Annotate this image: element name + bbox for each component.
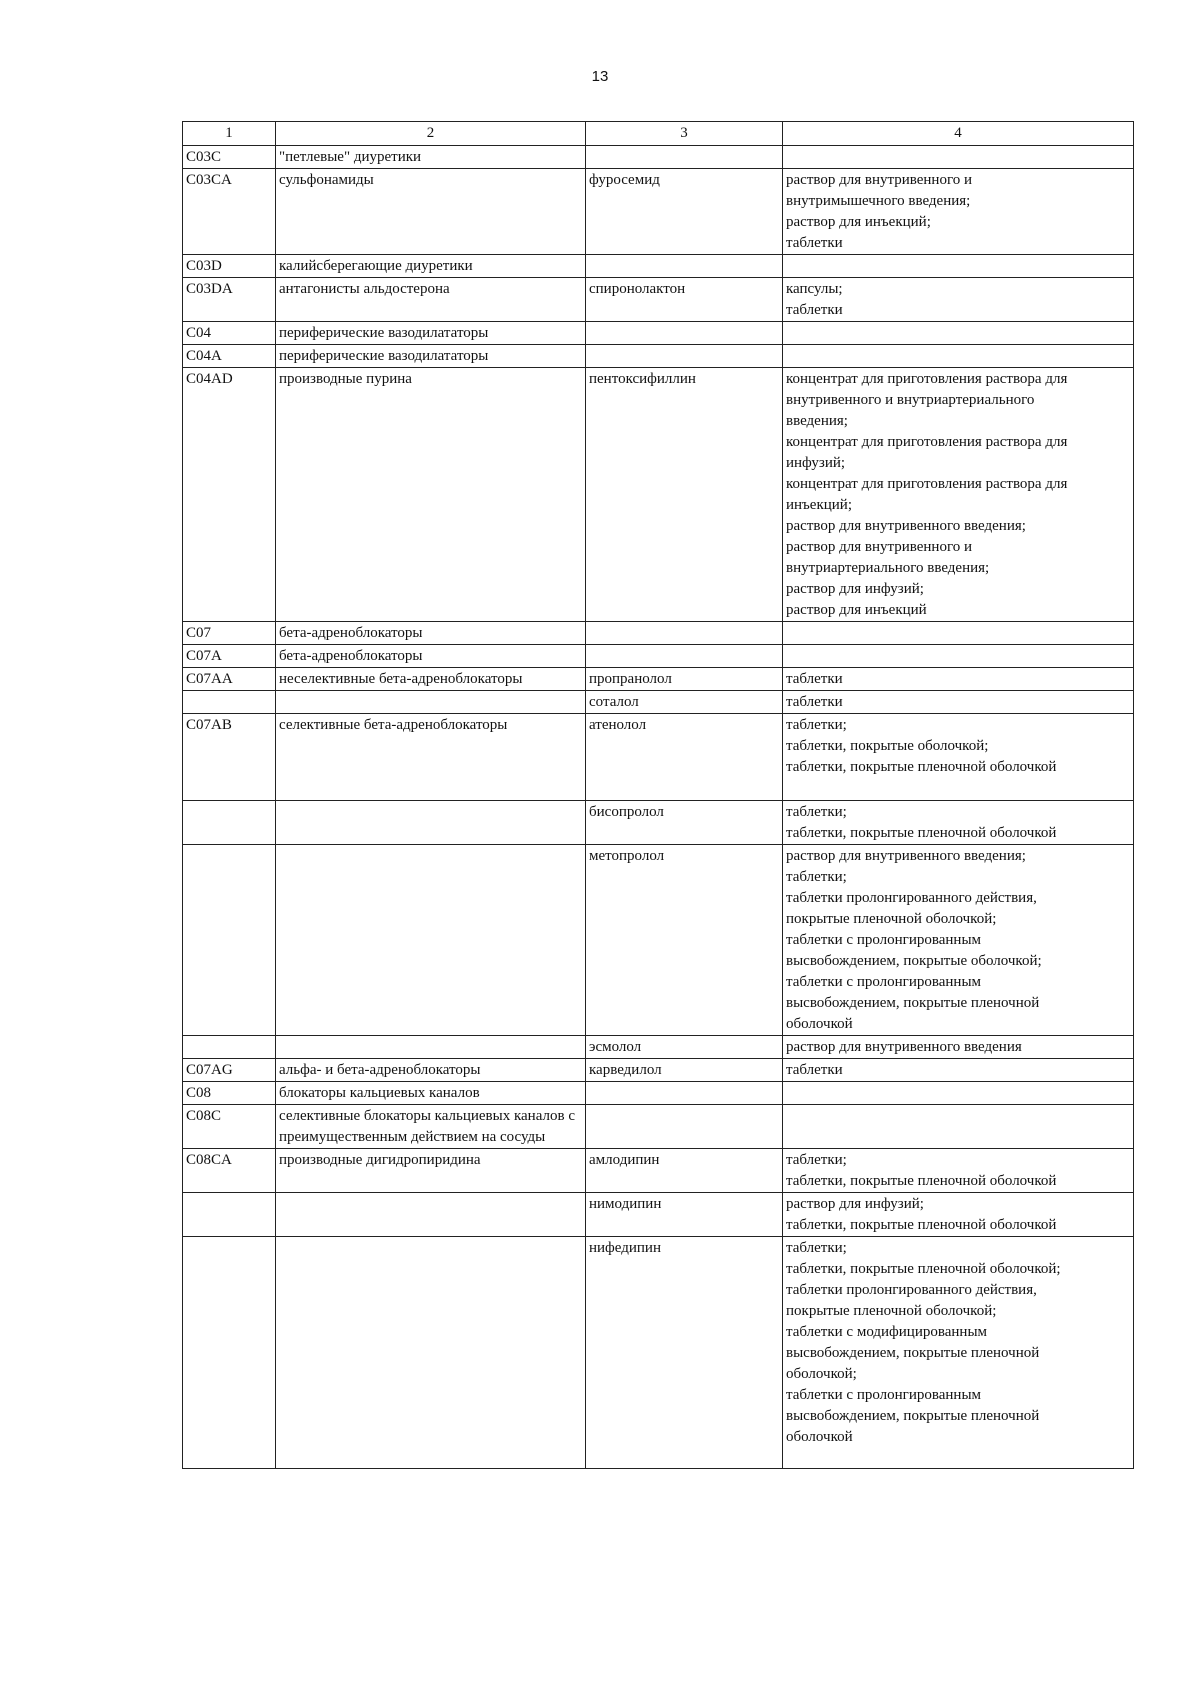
dosage-forms-cell — [783, 278, 1134, 322]
atc-code-cell: C03CA — [183, 169, 276, 255]
dosage-forms-cell — [783, 1149, 1134, 1193]
drug-name-cell: атенолол — [586, 714, 783, 801]
table-row — [183, 255, 1134, 278]
dosage-forms-cell — [783, 322, 1134, 345]
dosage-form-line: таблетки, покрытые оболочкой; — [786, 738, 989, 754]
dosage-form-line: концентрат для приготовления раствора для — [786, 434, 1068, 450]
drug-name-cell: соталол — [586, 691, 783, 714]
header-col-3: 3 — [586, 122, 783, 146]
dosage-form-line: введения; — [786, 413, 848, 429]
dosage-form-line: таблетки; — [786, 717, 847, 733]
atc-code-cell — [183, 845, 276, 1036]
dosage-form-line: таблетки, покрытые пленочной оболочкой — [786, 825, 1057, 841]
group-name-cell: блокаторы кальциевых каналов — [276, 1082, 586, 1105]
group-name-cell: производные пурина — [276, 368, 586, 622]
header-col-1: 1 — [183, 122, 276, 146]
group-name-cell: антагонисты альдостерона — [276, 278, 586, 322]
table-row — [183, 169, 1134, 255]
table-row — [183, 345, 1134, 368]
dosage-forms-cell — [783, 169, 1134, 255]
dosage-form-line: капсулы; — [786, 281, 843, 297]
table-row — [183, 622, 1134, 645]
group-name-cell — [276, 845, 586, 1036]
dosage-forms-cell — [783, 345, 1134, 368]
dosage-form-line: покрытые пленочной оболочкой; — [786, 1303, 997, 1319]
table-row — [183, 368, 1134, 622]
dosage-form-line: оболочкой — [786, 1429, 853, 1445]
table-row — [183, 1149, 1134, 1193]
drug-name-cell — [586, 1105, 783, 1149]
dosage-forms-cell — [783, 1059, 1134, 1082]
table-row — [183, 668, 1134, 691]
dosage-form-line: концентрат для приготовления раствора для — [786, 476, 1068, 492]
drug-name-cell: нимодипин — [586, 1193, 783, 1237]
group-name-cell: сульфонамиды — [276, 169, 586, 255]
dosage-form-line: таблетки — [786, 235, 843, 251]
dosage-form-line: покрытые пленочной оболочкой; — [786, 911, 997, 927]
dosage-form-line: таблетки пролонгированного действия, — [786, 1282, 1037, 1298]
dosage-forms-cell — [783, 1237, 1134, 1469]
dosage-form-line: таблетки — [786, 694, 843, 710]
atc-code-cell — [183, 1036, 276, 1059]
table-row — [183, 1082, 1134, 1105]
table-row — [183, 691, 1134, 714]
atc-code-cell: C07AA — [183, 668, 276, 691]
dosage-form-line: таблетки, покрытые пленочной оболочкой; — [786, 1261, 1061, 1277]
dosage-form-line: таблетки — [786, 302, 843, 318]
dosage-form-line: таблетки; — [786, 1152, 847, 1168]
dosage-form-line: таблетки — [786, 1062, 843, 1078]
dosage-form-line: высвобождением, покрытые пленочной — [786, 1408, 1040, 1424]
dosage-forms-cell — [783, 801, 1134, 845]
table-row — [183, 322, 1134, 345]
group-name-cell: периферические вазодилататоры — [276, 345, 586, 368]
drug-name-cell: фуросемид — [586, 169, 783, 255]
dosage-forms-cell — [783, 1193, 1134, 1237]
table-row — [183, 714, 1134, 801]
drug-table — [182, 121, 1134, 1469]
atc-code-cell: C07AB — [183, 714, 276, 801]
dosage-forms-cell — [783, 1036, 1134, 1059]
atc-code-cell: C08 — [183, 1082, 276, 1105]
dosage-form-line: таблетки пролонгированного действия, — [786, 890, 1037, 906]
dosage-form-line: раствор для внутривенного введения; — [786, 518, 1026, 534]
header-col-2: 2 — [276, 122, 586, 146]
dosage-form-line: высвобождением, покрытые оболочкой; — [786, 953, 1042, 969]
dosage-form-line: раствор для инфузий; — [786, 581, 924, 597]
group-name-cell — [276, 691, 586, 714]
group-name-cell: калийсберегающие диуретики — [276, 255, 586, 278]
table-header-row — [183, 122, 1134, 146]
atc-code-cell: C03C — [183, 146, 276, 169]
table-row — [183, 1237, 1134, 1469]
dosage-forms-cell — [783, 668, 1134, 691]
drug-name-cell: бисопролол — [586, 801, 783, 845]
drug-name-cell: нифедипин — [586, 1237, 783, 1469]
dosage-form-line: инфузий; — [786, 455, 846, 471]
drug-name-cell: амлодипин — [586, 1149, 783, 1193]
drug-name-cell: пропранолол — [586, 668, 783, 691]
dosage-form-line: внутриартериального введения; — [786, 560, 990, 576]
table-row — [183, 1193, 1134, 1237]
dosage-form-line: оболочкой; — [786, 1366, 857, 1382]
dosage-form-line: раствор для инъекций; — [786, 214, 931, 230]
table-row — [183, 1059, 1134, 1082]
group-name-cell: бета-адреноблокаторы — [276, 622, 586, 645]
atc-code-cell: C03DA — [183, 278, 276, 322]
drug-name-cell — [586, 322, 783, 345]
dosage-forms-cell — [783, 255, 1134, 278]
drug-name-cell — [586, 255, 783, 278]
dosage-form-line: концентрат для приготовления раствора для — [786, 371, 1068, 387]
table-row — [183, 845, 1134, 1036]
group-name-cell: альфа- и бета-адреноблокаторы — [276, 1059, 586, 1082]
dosage-form-line: таблетки, покрытые пленочной оболочкой — [786, 759, 1057, 775]
dosage-form-line: таблетки с пролонгированным — [786, 974, 982, 990]
drug-name-cell — [586, 622, 783, 645]
dosage-form-line: инъекций; — [786, 497, 853, 513]
atc-code-cell: C08CA — [183, 1149, 276, 1193]
group-name-cell — [276, 801, 586, 845]
header-col-4: 4 — [783, 122, 1134, 146]
table-body — [183, 146, 1134, 1469]
dosage-forms-cell — [783, 845, 1134, 1036]
dosage-forms-cell — [783, 622, 1134, 645]
dosage-form-line: раствор для внутривенного и — [786, 539, 973, 555]
table-row — [183, 278, 1134, 322]
group-name-cell — [276, 1193, 586, 1237]
dosage-form-line: внутривенного и внутриартериального — [786, 392, 1035, 408]
group-name-cell — [276, 1036, 586, 1059]
atc-code-cell — [183, 1237, 276, 1469]
atc-code-cell: C03D — [183, 255, 276, 278]
dosage-form-line: таблетки; — [786, 804, 847, 820]
dosage-form-line: таблетки, покрытые пленочной оболочкой — [786, 1173, 1057, 1189]
atc-code-cell: C04 — [183, 322, 276, 345]
dosage-form-line: таблетки; — [786, 1240, 847, 1256]
group-name-cell: бета-адреноблокаторы — [276, 645, 586, 668]
dosage-forms-cell — [783, 368, 1134, 622]
dosage-form-line: раствор для инфузий; — [786, 1196, 924, 1212]
page-number: 13 — [591, 68, 609, 85]
group-name-cell: периферические вазодилататоры — [276, 322, 586, 345]
atc-code-cell: C07 — [183, 622, 276, 645]
dosage-form-line: таблетки, покрытые пленочной оболочкой — [786, 1217, 1057, 1233]
dosage-form-line: таблетки с пролонгированным — [786, 1387, 982, 1403]
atc-code-cell: C07AG — [183, 1059, 276, 1082]
drug-name-cell — [586, 645, 783, 668]
atc-code-cell — [183, 691, 276, 714]
dosage-form-line: раствор для инъекций — [786, 602, 927, 618]
dosage-form-line: раствор для внутривенного введения; — [786, 848, 1026, 864]
table-row — [183, 146, 1134, 169]
drug-name-cell: спиронолактон — [586, 278, 783, 322]
dosage-forms-cell — [783, 645, 1134, 668]
table-row — [183, 645, 1134, 668]
group-name-cell: "петлевые" диуретики — [276, 146, 586, 169]
table-row — [183, 1105, 1134, 1149]
dosage-form-line: высвобождением, покрытые пленочной — [786, 1345, 1040, 1361]
drug-name-cell — [586, 345, 783, 368]
drug-name-cell — [586, 1082, 783, 1105]
dosage-form-line: таблетки — [786, 671, 843, 687]
atc-code-cell: C07A — [183, 645, 276, 668]
dosage-forms-cell — [783, 714, 1134, 801]
group-name-cell: селективные бета-адреноблокаторы — [276, 714, 586, 801]
dosage-forms-cell — [783, 691, 1134, 714]
dosage-form-line: высвобождением, покрытые пленочной — [786, 995, 1040, 1011]
drug-name-cell: метопролол — [586, 845, 783, 1036]
dosage-form-line: оболочкой — [786, 1016, 853, 1032]
atc-code-cell: C08C — [183, 1105, 276, 1149]
drug-name-cell: пентоксифиллин — [586, 368, 783, 622]
dosage-form-line: раствор для внутривенного и — [786, 172, 973, 188]
drug-name-cell — [586, 146, 783, 169]
group-name-cell: производные дигидропиридина — [276, 1149, 586, 1193]
drug-name-cell: карведилол — [586, 1059, 783, 1082]
dosage-form-line: таблетки; — [786, 869, 847, 885]
group-name-cell: неселективные бета-адреноблокаторы — [276, 668, 586, 691]
dosage-form-line: внутримышечного введения; — [786, 193, 971, 209]
atc-code-cell — [183, 801, 276, 845]
dosage-form-line: таблетки с модифицированным — [786, 1324, 988, 1340]
table-row — [183, 801, 1134, 845]
group-name-cell: селективные блокаторы кальциевых каналов с преимущественным действием на сосуды — [276, 1105, 586, 1149]
atc-code-cell: C04AD — [183, 368, 276, 622]
dosage-forms-cell — [783, 1082, 1134, 1105]
dosage-forms-cell — [783, 146, 1134, 169]
atc-code-cell — [183, 1193, 276, 1237]
group-name-cell — [276, 1237, 586, 1469]
dosage-form-line: раствор для внутривенного введения — [786, 1039, 1022, 1055]
dosage-forms-cell — [783, 1105, 1134, 1149]
dosage-form-line: таблетки с пролонгированным — [786, 932, 982, 948]
atc-code-cell: C04A — [183, 345, 276, 368]
table-row — [183, 1036, 1134, 1059]
drug-name-cell: эсмолол — [586, 1036, 783, 1059]
